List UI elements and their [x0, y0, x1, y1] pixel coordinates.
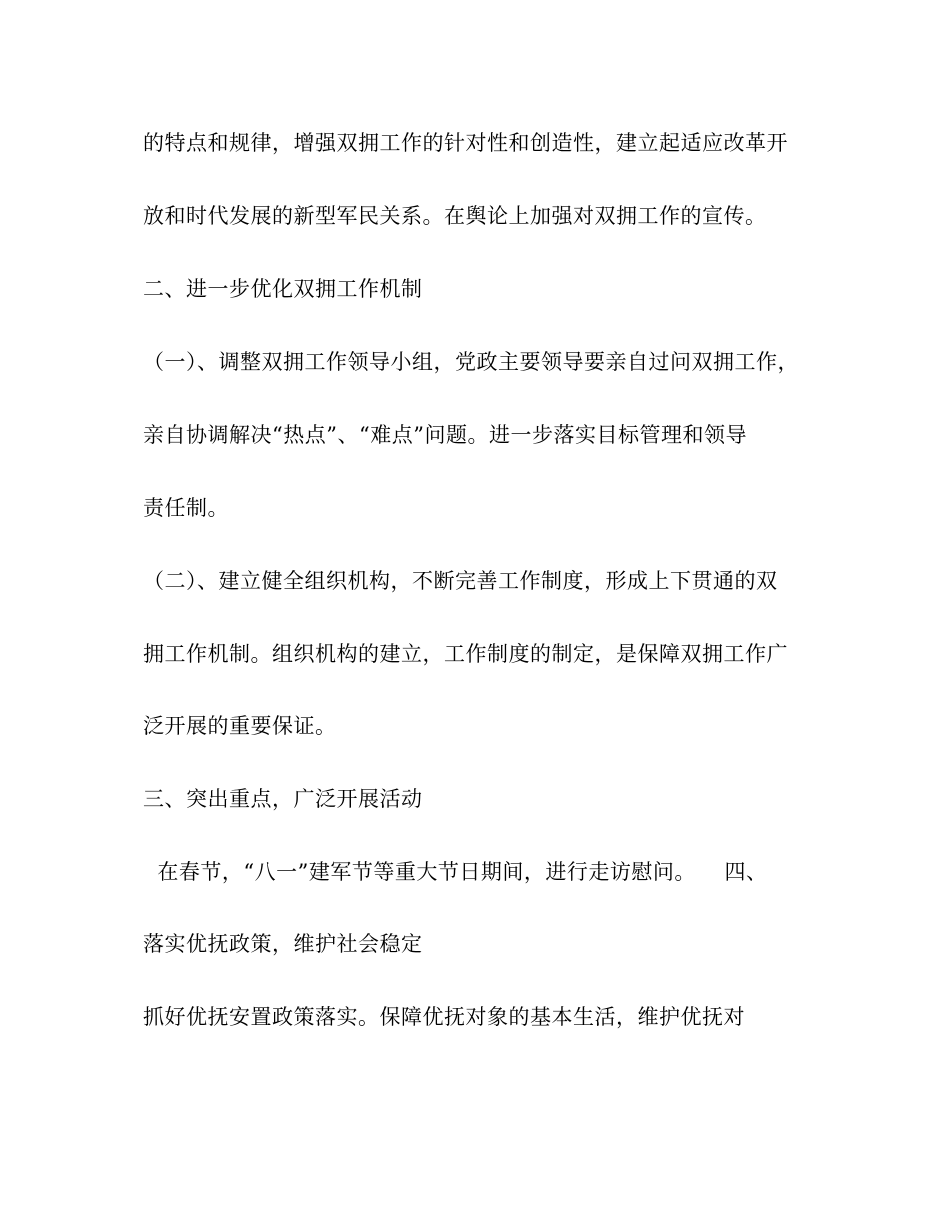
body-text-line: 责任制。 [143, 496, 229, 520]
body-text-line: 抓好优抚安置政策落实。保障优抚对象的基本生活，维护优抚对 [143, 1005, 745, 1029]
body-text-line: （二）、建立健全组织机构，不断完善工作制度，形成上下贯通的双 [143, 569, 778, 593]
section-heading: 落实优抚政策，维护社会稳定 [143, 932, 423, 956]
section-heading: 二、进一步优化双拥工作机制 [143, 277, 423, 301]
body-text-line: 拥工作机制。组织机构的建立，工作制度的制定，是保障双拥工作广 [143, 642, 788, 666]
body-text-line: 亲自协调解决“热点”、“难点”问题。进一步落实目标管理和领导 [143, 423, 747, 447]
body-text-line: 放和时代发展的新型军民关系。在舆论上加强对双拥工作的宣传。 [143, 204, 767, 228]
body-text-line: （一）、调整双拥工作领导小组，党政主要领导要亲自过问双拥工作， [143, 350, 799, 374]
section-heading: 三、突出重点，广泛开展活动 [143, 787, 423, 811]
body-text-line: 在春节，“八一”建军节等重大节日期间，进行走访慰问。 四、 [143, 860, 768, 884]
body-text-line: 泛开展的重要保证。 [143, 714, 337, 738]
body-text-line: 的特点和规律，增强双拥工作的针对性和创造性，建立起适应改革开 [143, 131, 788, 155]
